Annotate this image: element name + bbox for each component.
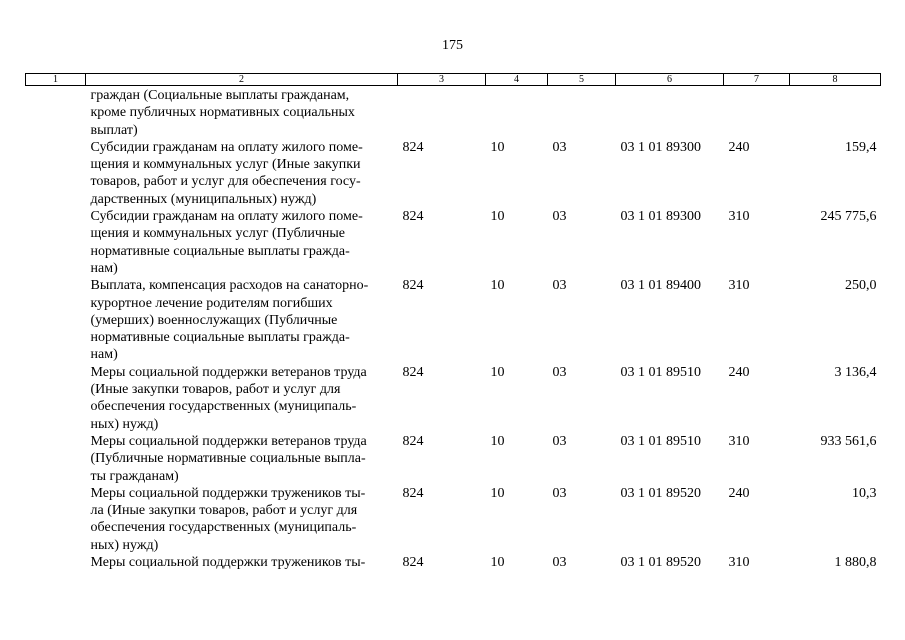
row-number-cell [26,364,86,433]
subsection-code-cell [548,86,616,139]
item-name-cell [86,86,398,139]
page-number: 175 [442,38,463,53]
item-name-line: обеспечения государственных (муниципаль- [90,520,357,536]
row-number-cell [26,485,86,554]
subsection-code-cell: 03 [552,555,567,571]
item-name-line: (Иные закупки товаров, работ и услуг для [90,382,341,398]
row-number-cell [26,277,86,363]
table-row [26,433,881,485]
table-row [26,139,881,208]
section-code-cell: 10 [490,555,505,571]
row-number-cell [26,139,86,208]
item-name-line: Меры социальной поддержки ветеранов труда [90,364,367,380]
item-name-line: нормативные социальные выплаты гражда- [90,243,350,259]
section-code-cell: 10 [490,485,505,501]
amount-cell: 1 880,8 [834,555,877,571]
subsection-code-cell: 03 [552,278,567,294]
ministry-code-cell: 824 [402,364,424,380]
ministry-code-cell: 824 [402,485,424,501]
column-number: 5 [548,74,616,86]
item-name-cell [86,208,398,277]
section-code-cell: 10 [490,433,505,449]
item-name-line: (Публичные нормативные социальные выпла- [90,451,366,467]
item-name-line: обеспечения государственных (муниципаль- [90,399,357,415]
expense-type-cell: 240 [728,139,750,155]
item-name-line: Меры социальной поддержки ветеранов труда [90,433,367,449]
target-article-cell: 03 1 01 89300 [620,209,701,225]
expense-type-cell: 310 [728,433,750,449]
expense-type-cell: 310 [728,555,750,571]
item-name-line: выплат) [90,122,138,138]
item-name-line: (умерших) военнослужащих (Публичные [90,312,338,328]
column-number: 3 [398,74,486,86]
row-number-cell [26,433,86,485]
expense-type-cell [724,86,790,139]
section-code-cell: 10 [490,209,505,225]
item-name-line: дарственных (муниципальных) нужд) [90,191,317,207]
budget-table [25,73,881,571]
table-row [26,485,881,554]
expense-type-cell: 240 [728,364,750,380]
target-article-cell [616,86,724,139]
section-code-cell: 10 [490,278,505,294]
amount-cell: 3 136,4 [834,364,877,380]
item-name-cell [86,485,398,554]
item-name-line: граждан (Социальные выплаты гражданам, [90,88,350,103]
table-row [26,554,881,571]
item-name-line: нормативные социальные выплаты гражда- [90,330,350,346]
column-number-row [26,74,881,86]
target-article-cell: 03 1 01 89510 [620,364,701,380]
subsection-code-cell: 03 [552,485,567,501]
item-name-line: ла (Иные закупки товаров, работ и услуг для [90,503,358,519]
item-name-line: курортное лечение родителям погибших [90,295,333,311]
column-number: 6 [616,74,724,86]
section-code-cell [486,86,548,139]
target-article-cell: 03 1 01 89520 [620,485,701,501]
ministry-code-cell: 824 [402,209,424,225]
amount-cell: 10,3 [852,485,877,501]
amount-cell: 159,4 [845,139,877,155]
item-name-cell [86,433,398,485]
section-code-cell: 10 [490,364,505,380]
column-number: 2 [86,74,398,86]
table-body [26,86,881,572]
row-number-cell [26,554,86,571]
ministry-code-cell: 824 [402,139,424,155]
ministry-code-cell: 824 [402,278,424,294]
item-name-cell [86,364,398,433]
table-row [26,277,881,363]
target-article-cell: 03 1 01 89510 [620,433,701,449]
amount-cell [790,86,881,139]
item-name-cell [86,554,398,571]
item-name-line: нам) [90,260,118,276]
target-article-cell: 03 1 01 89300 [620,139,701,155]
subsection-code-cell: 03 [552,209,567,225]
item-name-line: щения и коммунальных услуг (Иные закупки [90,157,361,173]
item-name-line: ных) нужд) [90,537,159,553]
column-number: 8 [790,74,881,86]
section-code-cell: 10 [490,139,505,155]
item-name-line: Меры социальной поддержки тружеников ты- [90,555,366,571]
amount-cell: 933 561,6 [820,433,877,449]
subsection-code-cell: 03 [552,433,567,449]
table-row [26,208,881,277]
subsection-code-cell: 03 [552,139,567,155]
column-number: 7 [724,74,790,86]
table-row [26,364,881,433]
item-name-line: Выплата, компенсация расходов на санаторно- [90,278,369,294]
item-name-cell [86,277,398,363]
item-name-line: щения и коммунальных услуг (Публичные [90,226,345,242]
ministry-code-cell: 824 [402,555,424,571]
item-name-line: Субсидии гражданам на оплату жилого поме- [90,209,363,225]
target-article-cell: 03 1 01 89520 [620,555,701,571]
item-name-line: ных) нужд) [90,416,159,432]
expense-type-cell: 310 [728,209,750,225]
item-name-line: нам) [90,347,118,363]
subsection-code-cell: 03 [552,364,567,380]
item-name-line: Меры социальной поддержки тружеников ты- [90,485,366,501]
ministry-code-cell [398,86,486,139]
row-number-cell [26,86,86,139]
column-number: 1 [26,74,86,86]
item-name-line: товаров, работ и услуг для обеспечения госу- [90,174,361,190]
amount-cell: 250,0 [845,278,877,294]
table-row [26,86,881,139]
column-number: 4 [486,74,548,86]
ministry-code-cell: 824 [402,433,424,449]
target-article-cell: 03 1 01 89400 [620,278,701,294]
expense-type-cell: 310 [728,278,750,294]
item-name-line: ты гражданам) [90,468,179,484]
item-name-line: кроме публичных нормативных социальных [90,105,355,121]
row-number-cell [26,208,86,277]
item-name-line: Субсидии гражданам на оплату жилого поме- [90,139,363,155]
amount-cell: 245 775,6 [820,209,877,225]
expense-type-cell: 240 [728,485,750,501]
item-name-cell [86,139,398,208]
